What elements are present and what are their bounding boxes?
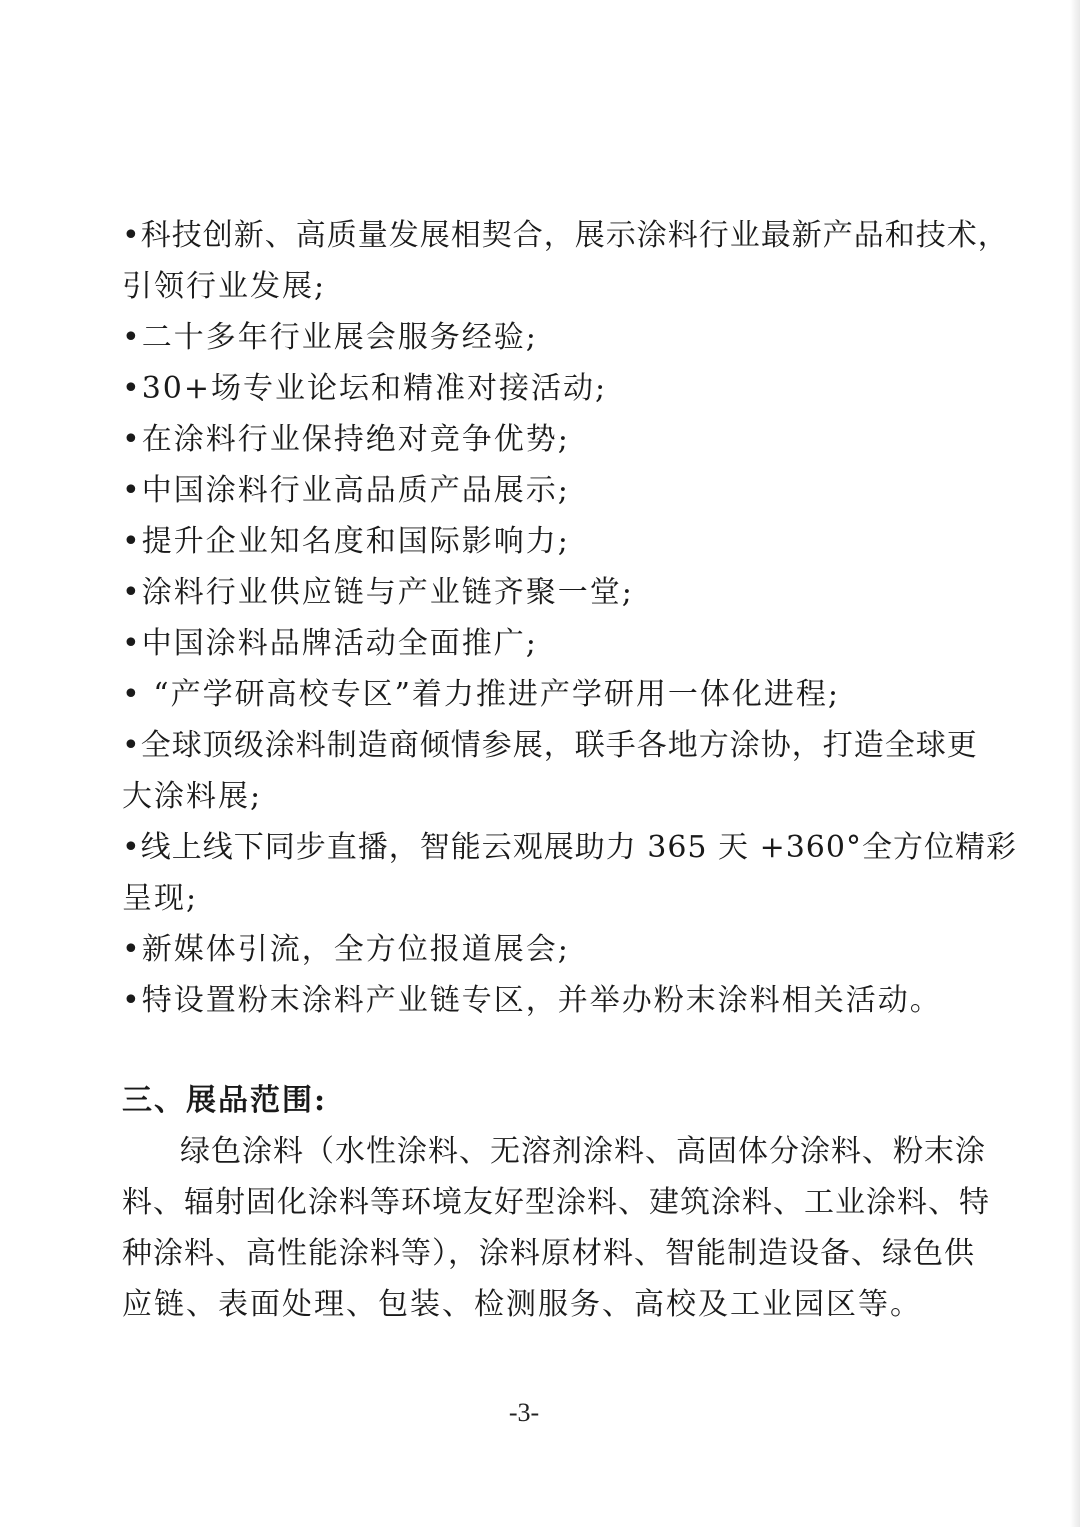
bullet-line: •全球顶级涂料制造商倾情参展，联手各地方涂协，打造全球更 <box>122 728 978 763</box>
section-spacer <box>122 1026 930 1075</box>
bullet-line: •线上线下同步直播，智能云观展助力 365 天 +360°全方位精彩 <box>122 830 1017 865</box>
bullet-line: •二十多年行业展会服务经验; <box>122 320 538 355</box>
bullet-line: •中国涂料行业高品质产品展示; <box>122 473 570 508</box>
bullet-line: •30+场专业论坛和精准对接活动; <box>122 371 608 406</box>
bullet-line: •提升企业知名度和国际影响力; <box>122 524 570 559</box>
page-edge-shadow <box>1070 0 1080 1527</box>
bullet-line: •在涂料行业保持绝对竞争优势; <box>122 422 570 457</box>
paragraph-line: 料、辐射固化涂料等环境友好型涂料、建筑涂料、工业涂料、特 <box>122 1185 990 1220</box>
page-number: -3- <box>508 1398 540 1427</box>
bullet-line: •涂料行业供应链与产业链齐聚一堂; <box>122 575 634 610</box>
bullet-line: • “产学研高校专区”着力推进产学研用一体化进程; <box>122 677 841 712</box>
bullet-line-cont: 引领行业发展; <box>122 269 327 304</box>
bullet-line: •新媒体引流，全方位报道展会; <box>122 932 570 967</box>
section-heading: 三、展品范围: <box>122 1083 328 1118</box>
bullet-line: •科技创新、高质量发展相契合，展示涂料行业最新产品和技术， <box>122 218 1009 253</box>
paragraph-line: 应链、表面处理、包装、检测服务、高校及工业园区等。 <box>122 1287 922 1322</box>
paragraph-line: 绿色涂料（水性涂料、无溶剂涂料、高固体分涂料、粉末涂 <box>180 1134 986 1169</box>
bullet-line: •特设置粉末涂料产业链专区，并举办粉末涂料相关活动。 <box>122 983 942 1018</box>
page-content <box>122 210 1017 1330</box>
bullet-line: •中国涂料品牌活动全面推广; <box>122 626 538 661</box>
bullet-line-cont: 呈现; <box>122 881 199 916</box>
paragraph-line: 种涂料、高性能涂料等），涂料原材料、智能制造设备、绿色供 <box>122 1236 975 1271</box>
bullet-line-cont: 大涂料展; <box>122 779 263 814</box>
